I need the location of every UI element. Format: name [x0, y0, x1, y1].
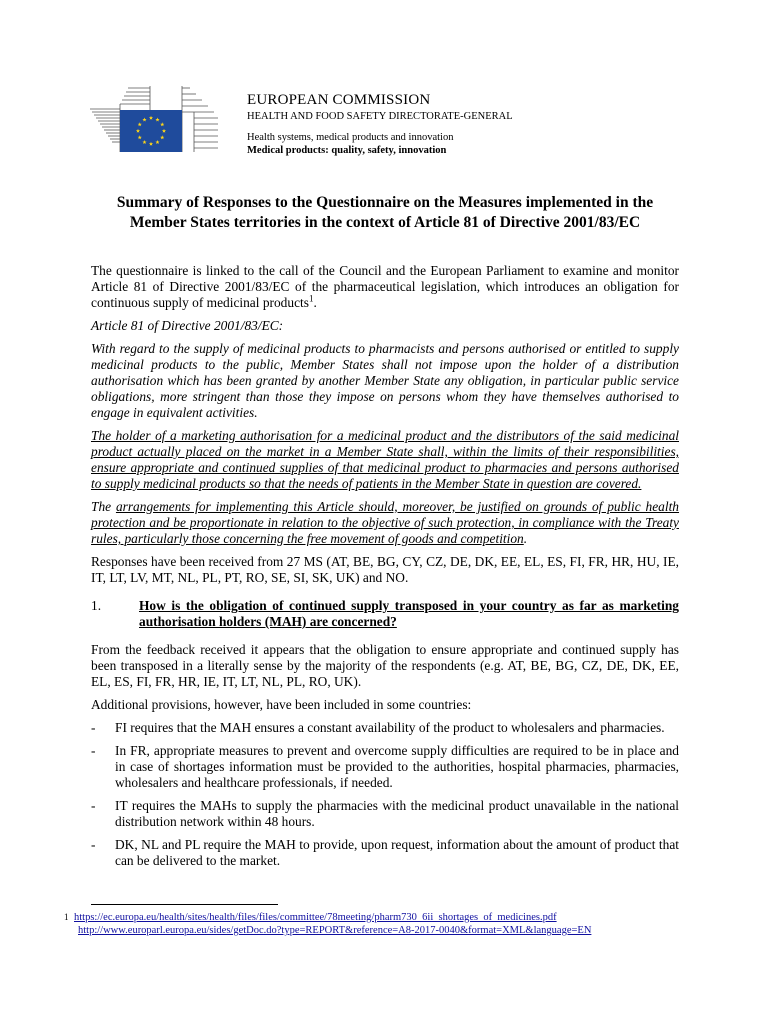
bullet-text: IT requires the MAHs to supply the pharmacies with the medicinal product unavailable in the national distribution network within 48 hours.: [115, 798, 679, 829]
title-line-2: Member States territories in the context of Article 81 of Directive 2001/83/EC: [129, 214, 641, 231]
list-item: [91, 743, 679, 791]
document-body: [91, 263, 679, 869]
list-item: [91, 837, 679, 869]
footnote-link-1[interactable]: https://ec.europa.eu/health/sites/health/files/files/committee/78meeting/pharm730_6ii_shortages_of_medicines.pdf: [74, 912, 557, 923]
eu-commission-logo: [90, 84, 220, 154]
document-title: [95, 193, 675, 233]
list-item: [91, 720, 679, 736]
bullet-dash: -: [91, 720, 96, 735]
responses-paragraph: Responses have been received from 27 MS (AT, BE, BG, CY, CZ, DE, DK, EE, EL, ES, FI, FR, HR, HU, IE, IT, LT, LV, MT, NL, PL, PT, RO, SE, SI, SK, UK) and NO.: [91, 554, 679, 585]
article-paragraph-1: With regard to the supply of medicinal products to pharmacists and persons authorised or entitled to supply medicinal products to the public, Member States shall not impose upon the holder of a distribution authorisation which has been granted by another Member State any obligation, in particular public service obligations, more stringent than those they impose on persons whom they have themselves authorised to engage in equivalent activities.: [91, 341, 679, 420]
title-line-1: Summary of Responses to the Questionnaire on the Measures implemented in the: [116, 194, 654, 211]
bullet-text: In FR, appropriate measures to prevent and overcome supply difficulties are required to be in place and in case of shortages information must be provided to the authorities, hospital pharmacies, pharmacies, wholesalers and healthcare professionals, if needed.: [115, 743, 679, 790]
bullet-dash: -: [91, 743, 96, 758]
footnote-separator: [91, 904, 278, 905]
footnote-reference[interactable]: 1: [308, 293, 314, 304]
bullet-text: FI requires that the MAH ensures a constant availability of the product to wholesalers and pharmacies.: [115, 720, 665, 735]
footnote: [64, 911, 684, 937]
letterhead: [247, 92, 667, 157]
bullet-dash: -: [91, 837, 96, 852]
article-paragraph-2: The holder of a marketing authorisation for a medicinal product and the distributors of the said medicinal product actually placed on the market in a Member State shall, within the limits of their responsibilities, ensure appropriate and continued supplies of that medicinal product to pharmacies and persons authorised to supply medicinal products so that the needs of patients in the Member State in question are covered.: [91, 428, 679, 491]
article-heading: Article 81 of Directive 2001/83/EC:: [91, 318, 284, 333]
bullet-text: DK, NL and PL require the MAH to provide, upon request, information about the amount of product that can be delivered to the market.: [115, 837, 679, 868]
feedback-paragraph: From the feedback received it appears that the obligation to ensure appropriate and continued supply has been transposed in a literally sense by the majority of the respondents (e.g. AT, BE, BG, CZ, DE, DK, EE, EL, ES, FI, FR, HR, IE, IT, LT, NL, PL, RO, UK).: [91, 642, 679, 689]
question-number: 1.: [91, 598, 102, 613]
organisation-name: EUROPEAN COMMISSION: [247, 92, 431, 108]
directorate-general: HEALTH AND FOOD SAFETY DIRECTORATE-GENERAL: [247, 111, 513, 122]
additional-provisions-intro: Additional provisions, however, have been included in some countries:: [91, 697, 472, 712]
unit-name: Medical products: quality, safety, innovation: [247, 145, 447, 156]
bullet-dash: -: [91, 798, 96, 813]
directorate: Health systems, medical products and innovation: [247, 132, 454, 143]
list-item: [91, 798, 679, 830]
intro-paragraph: The questionnaire is linked to the call of the Council and the European Parliament to examine and monitor Article 81 of Directive 2001/83/EC of the pharmaceutical legislation, which introduces an obligation for continuous supply of medicinal products$^1$.: [91, 263, 679, 310]
footnote-mark: 1: [64, 912, 69, 922]
question-1: [91, 598, 679, 630]
question-text: How is the obligation of continued supply transposed in your country as far as marketing authorisation holders (MAH) are concerned?: [139, 598, 679, 629]
footnote-link-2[interactable]: http://www.europarl.europa.eu/sides/getDoc.do?type=REPORT&reference=A8-2017-0040&format=XML&language=EN: [78, 925, 592, 936]
article-paragraph-3: The arrangements for implementing this Article should, moreover, be justified on grounds of public health protection and be proportionate in relation to the objective of such protection, in compliance with the Treaty rules, particularly those concerning the free movement of goods and competition.: [91, 499, 680, 546]
